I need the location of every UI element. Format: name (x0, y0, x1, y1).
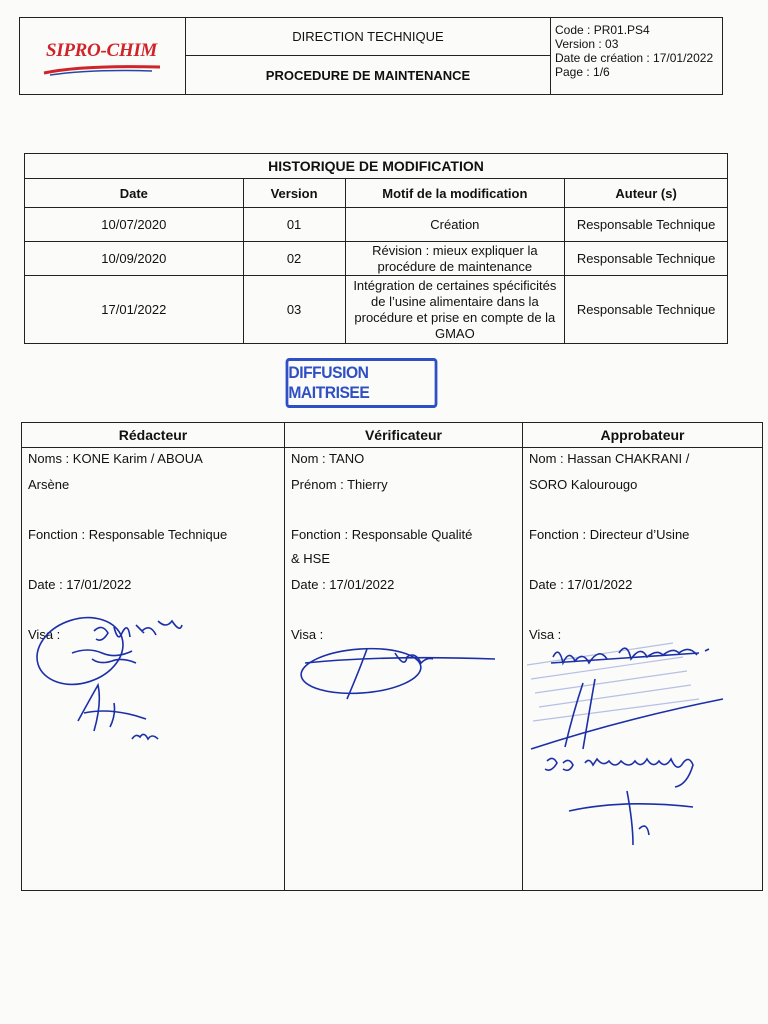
approbateur-fonction: Fonction : Directeur d’Usine (529, 527, 690, 542)
approbateur-visa: Visa : (529, 627, 562, 642)
redacteur-date: Date : 17/01/2022 (28, 577, 132, 592)
approbateur-signature (523, 623, 759, 853)
redacteur-heading: Rédacteur (22, 423, 284, 448)
col-header-date: Date (25, 179, 244, 208)
cell-date: 10/07/2020 (25, 208, 244, 242)
header-title-cell (186, 18, 551, 94)
redacteur-signature (32, 603, 232, 753)
verificateur-column (285, 423, 523, 890)
table-row (25, 276, 728, 344)
doc-page: Page : 1/6 (555, 65, 610, 79)
redacteur-fonction: Fonction : Responsable Technique (28, 527, 228, 542)
history-table (24, 153, 728, 344)
diffusion-stamp: DIFFUSION MAITRISEE (286, 358, 438, 408)
logo-cell (20, 18, 186, 94)
verificateur-prenom: Prénom : Thierry (291, 477, 388, 492)
verificateur-date: Date : 17/01/2022 (291, 577, 395, 592)
verificateur-visa: Visa : (291, 627, 324, 642)
signature-table (21, 422, 763, 891)
cell-date: 10/09/2020 (25, 242, 244, 276)
verificateur-signature (295, 641, 515, 711)
cell-version: 01 (243, 208, 345, 242)
approbateur-column (523, 423, 762, 890)
cell-motif: Création (345, 208, 565, 242)
cell-auteur: Responsable Technique (565, 208, 728, 242)
cell-version: 02 (243, 242, 345, 276)
company-logo: SIPRO-CHIM (46, 40, 158, 61)
col-header-motif: Motif de la modification (345, 179, 565, 208)
document-meta (551, 18, 722, 94)
doc-version: Version : 03 (555, 37, 619, 51)
redacteur-visa: Visa : (28, 627, 61, 642)
approbateur-heading: Approbateur (523, 423, 762, 448)
procedure-title: PROCEDURE DE MAINTENANCE (265, 67, 471, 83)
doc-creation-date: Date de création : 17/01/2022 (555, 51, 714, 65)
cell-auteur: Responsable Technique (565, 242, 728, 276)
cell-motif: Révision : mieux expliquer la procédure de maintenance (345, 242, 565, 276)
col-header-auteur: Auteur (s) (565, 179, 728, 208)
cell-version: 03 (243, 276, 345, 344)
verificateur-fonction-cont: & HSE (291, 551, 331, 566)
cell-motif: Intégration de certaines spécificités de l’usine alimentaire dans la procédure et prise en compte de la GMAO (345, 276, 565, 344)
doc-code: Code : PR01.PS4 (555, 23, 650, 37)
direction-label: DIRECTION TECHNIQUE (186, 18, 550, 56)
table-row (25, 208, 728, 242)
cell-date: 17/01/2022 (25, 276, 244, 344)
verificateur-heading: Vérificateur (285, 423, 522, 448)
logo-swoosh-icon (42, 63, 162, 77)
redacteur-nom: Noms : KONE Karim / ABOUA (28, 451, 203, 466)
approbateur-nom: Nom : Hassan CHAKRANI / (529, 451, 690, 466)
verificateur-fonction: Fonction : Responsable Qualité (291, 527, 473, 542)
redacteur-nom-cont: Arsène (28, 477, 70, 492)
cell-auteur: Responsable Technique (565, 276, 728, 344)
verificateur-nom: Nom : TANO (291, 451, 365, 466)
approbateur-nom-cont: SORO Kalourougo (529, 477, 638, 492)
col-header-version: Version (243, 179, 345, 208)
history-title: HISTORIQUE DE MODIFICATION (25, 154, 728, 179)
document-header (19, 17, 723, 95)
table-row (25, 242, 728, 276)
redacteur-column (22, 423, 285, 890)
approbateur-date: Date : 17/01/2022 (529, 577, 633, 592)
